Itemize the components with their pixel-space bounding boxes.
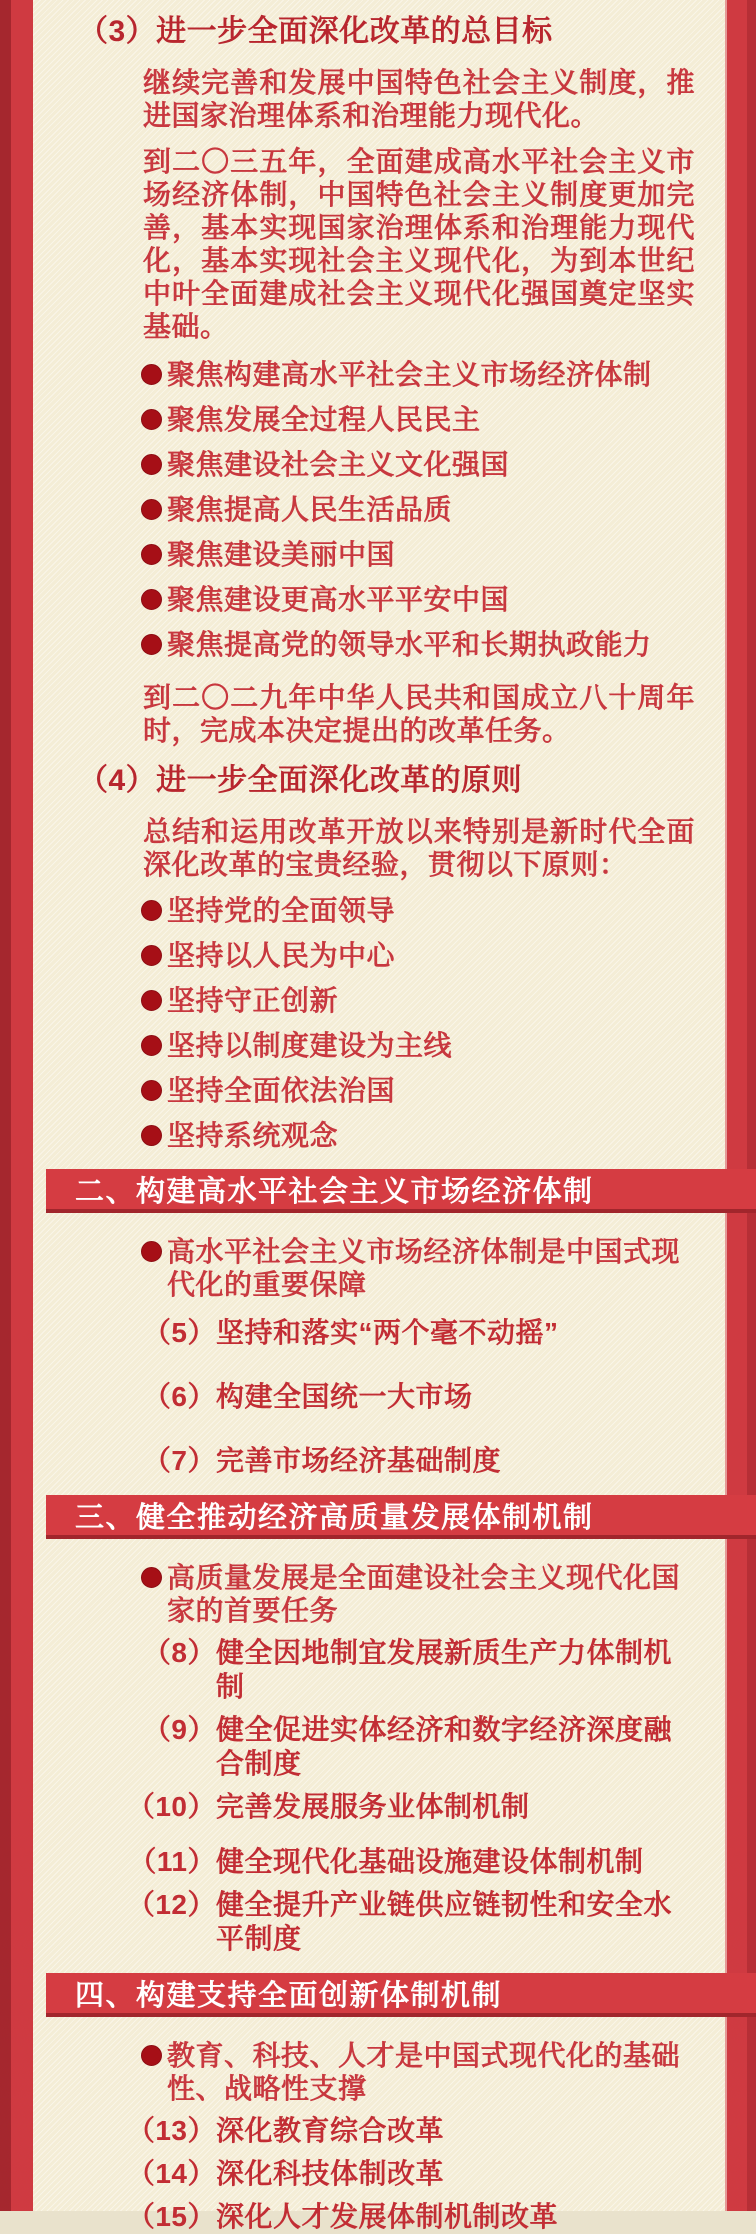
list-item: [141, 984, 725, 1017]
list-item: [141, 1029, 725, 1062]
numbered-item-15: [110, 2200, 725, 2234]
bullet-dot-icon: [141, 990, 162, 1011]
subsection-title-4: （4）进一步全面深化改革的原则: [78, 764, 523, 797]
bullet-dot-icon: [141, 1567, 162, 1588]
numbered-item-10: [110, 1790, 725, 1824]
item-number: （12）: [126, 1889, 216, 1920]
paragraph: 总结和运用改革开放以来特别是新时代全面深化改革的宝贵经验，贯彻以下原则：: [143, 816, 695, 880]
list-item: [141, 1074, 725, 1107]
section-header-bar-2: [46, 1169, 756, 1213]
bullet-dot-icon: [141, 1125, 162, 1146]
section-lead-bullet: [141, 1561, 725, 1627]
list-item: [141, 894, 725, 927]
item-number: （11）: [128, 1846, 216, 1877]
item-number: （15）: [126, 2201, 216, 2232]
bullet-dot-icon: [141, 1035, 162, 1056]
subsection-title-3: （3）进一步全面深化改革的总目标: [78, 15, 553, 48]
bullet-dot-icon: [141, 409, 162, 430]
list-item-label: 聚焦构建高水平社会主义市场经济体制: [167, 359, 652, 390]
list-item-label: 聚焦建设更高水平平安中国: [167, 584, 510, 615]
list-item-label: 聚焦提高党的领导水平和长期执政能力: [167, 629, 652, 660]
bullet-dot-icon: [141, 499, 162, 520]
list-item: [141, 358, 725, 391]
numbered-item-11: [110, 1845, 725, 1879]
list-item: [141, 583, 725, 616]
bullet-dot-icon: [141, 364, 162, 385]
item-text: 完善市场经济基础制度: [216, 1445, 502, 1476]
bullet-dot-icon: [141, 1080, 162, 1101]
item-text: 深化科技体制改革: [216, 2158, 445, 2189]
section-lead-bullet: [141, 1235, 725, 1301]
list-item: [141, 1119, 725, 1152]
numbered-item-5: [110, 1316, 725, 1350]
section-header-label: 四、构建支持全面创新体制机制: [75, 1979, 503, 2012]
item-text: 完善发展服务业体制机制: [216, 1791, 530, 1822]
content-column: [33, 0, 725, 2232]
item-text: 坚持和落实“两个毫不动摇”: [216, 1317, 559, 1348]
right-red-border: [725, 0, 756, 2211]
section-header-bar-4: [46, 1973, 756, 2017]
item-number: （9）: [142, 1714, 216, 1745]
section-lead-text: 教育、科技、人才是中国式现代化的基础性、战略性支撑: [167, 2040, 681, 2104]
bullet-dot-icon: [141, 454, 162, 475]
list-item: [141, 628, 725, 661]
item-number: （8）: [142, 1637, 216, 1668]
bullet-dot-icon: [141, 544, 162, 565]
numbered-item-13: [110, 2114, 725, 2148]
list-item-label: 坚持系统观念: [167, 1120, 339, 1151]
item-number: （13）: [126, 2115, 216, 2146]
section-lead-text: 高质量发展是全面建设社会主义现代化国家的首要任务: [167, 1562, 681, 1626]
list-item-label: 聚焦提高人民生活品质: [167, 494, 453, 525]
bullet-dot-icon: [141, 900, 162, 921]
item-text: 健全因地制宜发展新质生产力体制机制: [216, 1637, 673, 1702]
list-item-label: 聚焦发展全过程人民民主: [167, 404, 481, 435]
bullet-dot-icon: [141, 2045, 162, 2066]
numbered-item-12: [110, 1888, 725, 1956]
item-text: 健全现代化基础设施建设体制机制: [216, 1846, 644, 1877]
section-lead-text: 高水平社会主义市场经济体制是中国式现代化的重要保障: [167, 1236, 681, 1300]
item-text: 健全提升产业链供应链韧性和安全水平制度: [216, 1889, 673, 1954]
numbered-item-6: [110, 1380, 725, 1414]
section-lead-bullet: [141, 2039, 725, 2105]
bullet-dot-icon: [141, 589, 162, 610]
list-item-label: 坚持党的全面领导: [167, 895, 396, 926]
item-number: （6）: [142, 1381, 216, 1412]
item-text: 深化教育综合改革: [216, 2115, 445, 2146]
list-item: [141, 939, 725, 972]
numbered-item-9: [110, 1713, 725, 1781]
principle-bullet-list: [33, 894, 725, 1152]
bullet-dot-icon: [141, 1241, 162, 1262]
list-item-label: 坚持以制度建设为主线: [167, 1030, 453, 1061]
numbered-item-8: [110, 1636, 725, 1704]
list-item-label: 聚焦建设美丽中国: [167, 539, 396, 570]
section-header-label: 二、构建高水平社会主义市场经济体制: [75, 1175, 594, 1208]
item-text: 深化人才发展体制机制改革: [216, 2201, 559, 2232]
item-text: 构建全国统一大市场: [216, 1381, 473, 1412]
list-item: [141, 493, 725, 526]
list-item: [141, 538, 725, 571]
paragraph: 到二〇三五年，全面建成高水平社会主义市场经济体制，中国特色社会主义制度更加完善，基本实现国家治理体系和治理能力现代化，基本实现社会主义现代化，为到本世纪中叶全面建成社会主义现代化强国奠定坚实基础。: [143, 146, 695, 342]
section-header-label: 三、健全推动经济高质量发展体制机制: [75, 1501, 594, 1534]
list-item: [141, 448, 725, 481]
paragraph: 继续完善和发展中国特色社会主义制度，推进国家治理体系和治理能力现代化。: [143, 67, 695, 131]
numbered-item-14: [110, 2157, 725, 2191]
paragraph: 到二〇二九年中华人民共和国成立八十周年时，完成本决定提出的改革任务。: [143, 682, 695, 746]
item-number: （14）: [126, 2158, 216, 2189]
bullet-dot-icon: [141, 634, 162, 655]
section-header-bar-3: [46, 1495, 756, 1539]
item-number: （10）: [126, 1791, 216, 1822]
list-item-label: 坚持守正创新: [167, 985, 339, 1016]
list-item-label: 坚持以人民为中心: [167, 940, 396, 971]
numbered-item-7: [110, 1444, 725, 1478]
list-item: [141, 403, 725, 436]
bullet-dot-icon: [141, 945, 162, 966]
item-number: （7）: [142, 1445, 216, 1476]
list-item-label: 聚焦建设社会主义文化强国: [167, 449, 510, 480]
item-text: 健全促进实体经济和数字经济深度融合制度: [216, 1714, 673, 1779]
focus-bullet-list: [33, 358, 725, 661]
list-item-label: 坚持全面依法治国: [167, 1075, 396, 1106]
item-number: （5）: [142, 1317, 216, 1348]
left-red-border: [0, 0, 33, 2211]
